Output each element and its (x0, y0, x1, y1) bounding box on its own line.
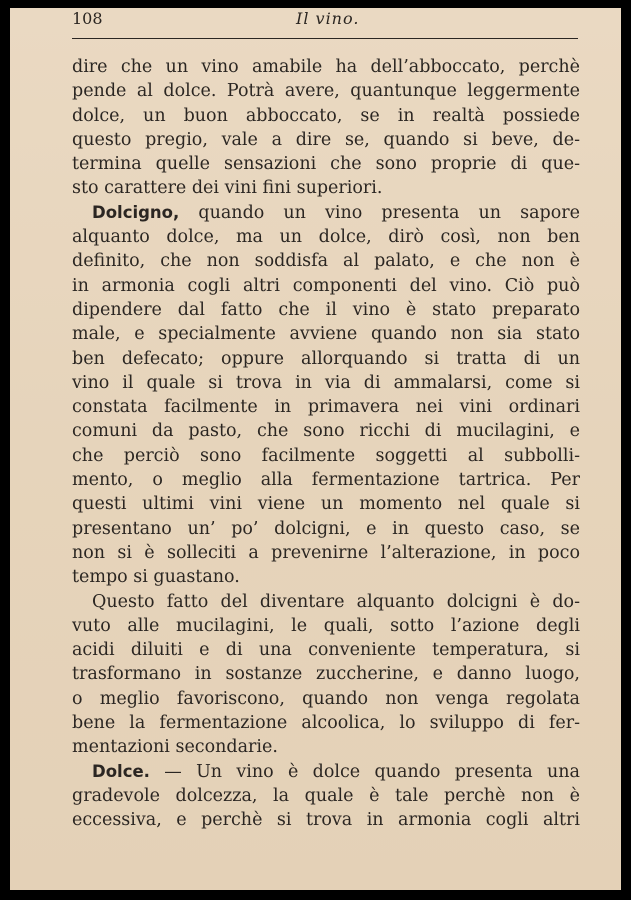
page-header (10, 8, 621, 38)
text-line: trasformano in sostanze zuccherine, e danno luogo, (72, 664, 580, 685)
book-page (10, 8, 621, 890)
text-line: alquanto dolce, ma un dolce, dirò così, non ben (72, 227, 580, 248)
body-text (72, 55, 580, 833)
text-line: acidi diluiti e di una conveniente temperatura, si (72, 640, 580, 661)
text-line: definito, che non soddisfa al palato, e che non è (72, 251, 580, 272)
text-line: termina quelle sensazioni che sono proprie di que- (72, 154, 580, 175)
text-line: comuni da pasto, che sono ricchi di mucilagini, e (72, 421, 580, 442)
text-line: che perciò sono facilmente soggetti al subbolli- (72, 445, 580, 466)
text-line: eccessiva, e perchè si trova in armonia cogli altri (72, 810, 580, 831)
text-line: vuto alle mucilagini, le quali, sotto l’azione degli (72, 615, 580, 636)
text-line: presentano un’ po’ dolcigni, e in questo caso, se (72, 518, 580, 539)
text-line: Questo fatto del diventare alquanto dolcigni è do- (92, 591, 580, 612)
text-line: vino il quale si trova in via di ammalarsi, come si (72, 372, 580, 393)
text-line: in armonia cogli altri componenti del vino. Ciò può (72, 275, 580, 296)
text-line: gradevole dolcezza, la quale è tale perchè non è (72, 785, 580, 806)
text-line: tempo si guastano. (72, 567, 240, 588)
text-line: constata facilmente in primavera nei vini ordinari (72, 397, 580, 418)
text-line: dire che un vino amabile ha dell’abboccato, perchè (72, 57, 580, 77)
text-line: questo pregio, vale a dire se, quando si beve, de- (72, 129, 580, 150)
glossary-term: Dolce. (92, 761, 150, 781)
text-line: pende al dolce. Potrà avere, quantunque leggermente (72, 81, 580, 102)
glossary-term: Dolcigno, (92, 202, 180, 222)
text-line: Dolce. — Un vino è dolce quando presenta una (92, 761, 580, 782)
text-line: non si è solleciti a prevenirne l’alterazione, in poco (72, 542, 580, 563)
text-line: dipendere dal fatto che il vino è stato preparato (72, 299, 580, 320)
text-line: dolce, un buon abboccato, se in realtà possiede (72, 105, 580, 126)
header-rule (72, 38, 578, 39)
text-line: bene la fermentazione alcoolica, lo sviluppo di fer- (72, 713, 580, 734)
running-head: Il vino. (296, 9, 360, 28)
text-line: Dolcigno, quando un vino presenta un sapore (92, 202, 580, 223)
text-line: mentazioni secondarie. (72, 737, 278, 758)
page-number: 108 (72, 9, 103, 28)
text-line: sto carattere dei vini fini superiori. (72, 178, 383, 199)
text-line: questi ultimi vini viene un momento nel quale si (72, 494, 580, 515)
text-line: mento, o meglio alla fermentazione tartrica. Per (72, 470, 580, 491)
text-line: ben defecato; oppure allorquando si tratta di un (72, 348, 580, 369)
text-line: male, e specialmente avviene quando non sia stato (72, 324, 580, 345)
text-line: o meglio favoriscono, quando non venga regolata (72, 688, 580, 709)
